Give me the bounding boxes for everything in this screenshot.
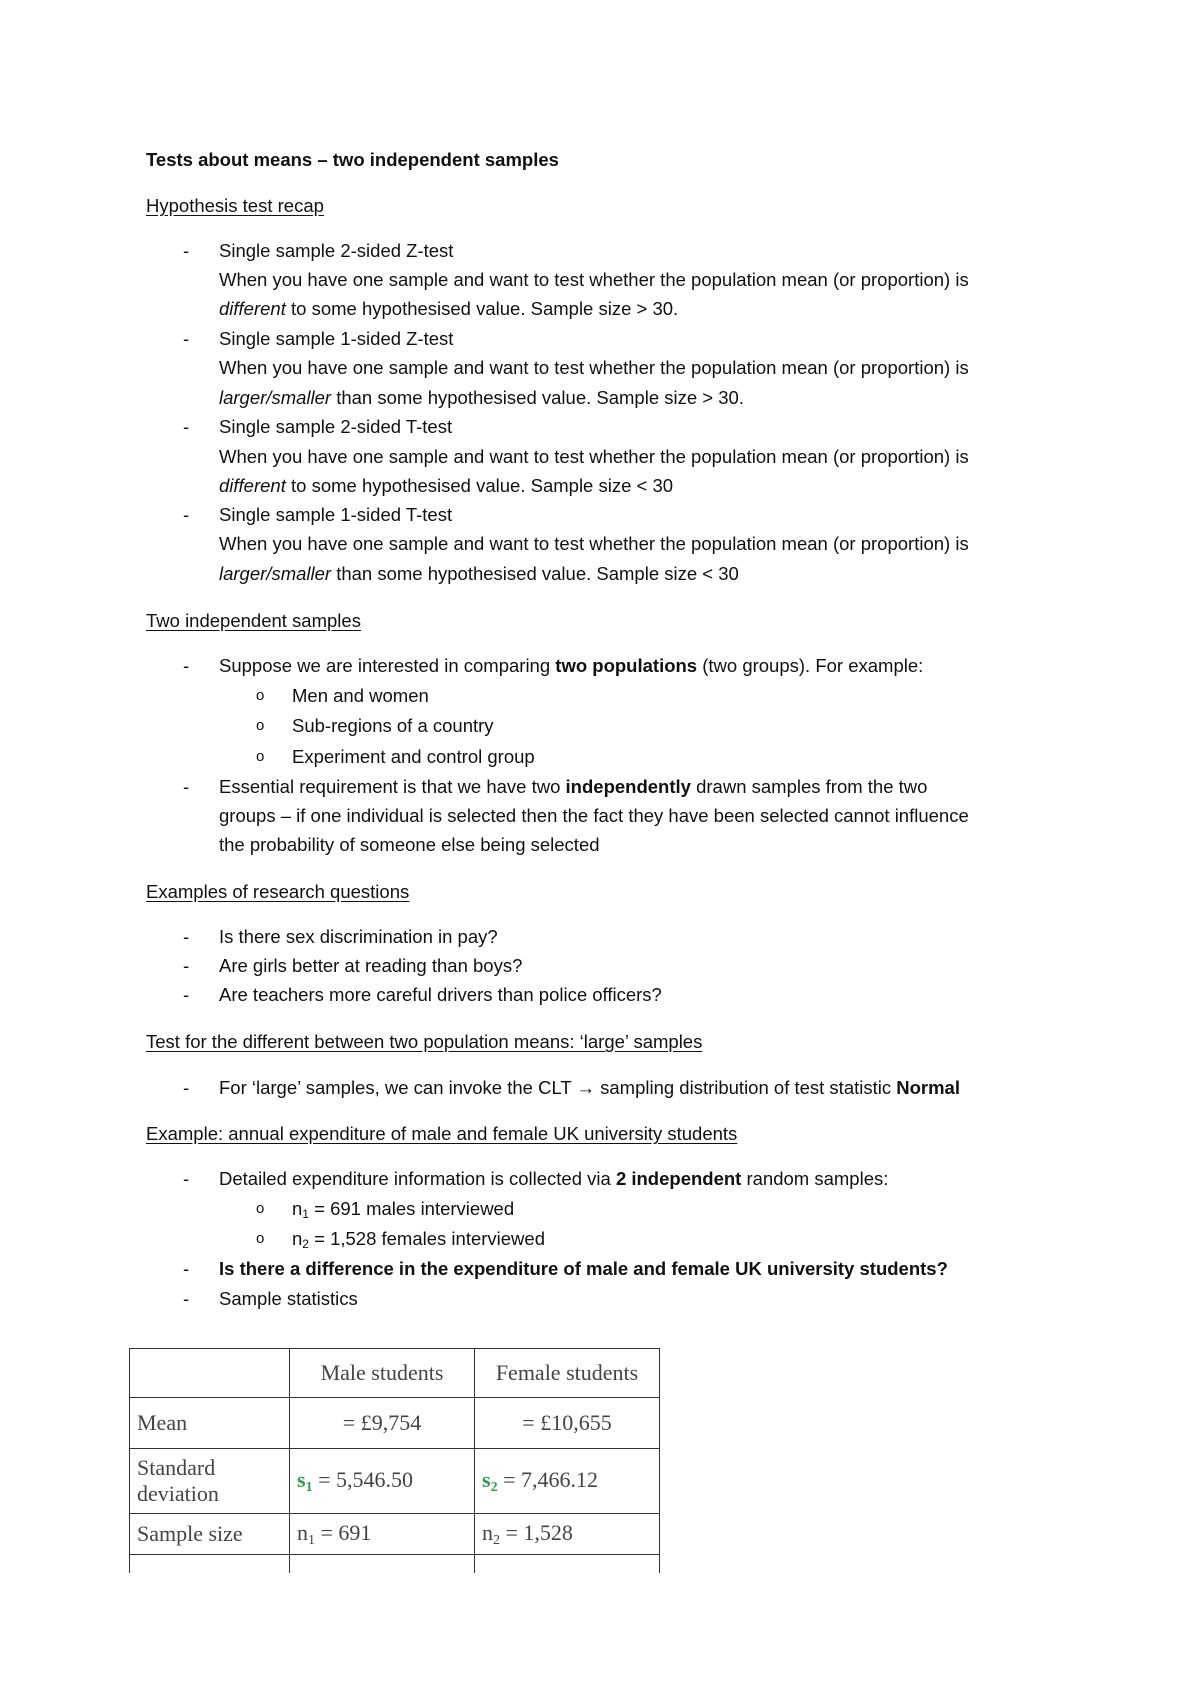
value: = 7,466.12 bbox=[497, 1466, 598, 1492]
sample-size-female bbox=[292, 1227, 545, 1256]
text: to some hypothesised value. Sample size > 30. bbox=[285, 298, 679, 319]
dash-bullet: - bbox=[183, 776, 190, 797]
text: Essential requirement is that we have two bbox=[219, 776, 566, 797]
recap-item-1-name: Single sample 2-sided Z-test bbox=[219, 240, 454, 261]
row-label-size: Sample size bbox=[130, 1514, 290, 1555]
subscript: 2 bbox=[302, 1237, 309, 1251]
mean-male: = £9,754 bbox=[290, 1398, 475, 1449]
subscript: 2 bbox=[490, 1479, 498, 1495]
text: Suppose we are interested in comparing bbox=[219, 655, 556, 676]
row-label-mean: Mean bbox=[130, 1398, 290, 1449]
recap-item-1-desc: When you have one sample and want to test whether the population mean (or proportion) is bbox=[219, 269, 969, 290]
example-heading: Example: annual expenditure of male and female UK university students bbox=[146, 1123, 738, 1144]
research-question-2: Are girls better at reading than boys? bbox=[219, 955, 523, 976]
recap-item-4-desc-cont bbox=[219, 562, 739, 586]
table-cell bbox=[130, 1555, 290, 1574]
circle-bullet: o bbox=[256, 1200, 265, 1217]
dash-bullet: - bbox=[183, 1258, 190, 1279]
dash-bullet: - bbox=[183, 955, 190, 976]
sample-statistics-label: Sample statistics bbox=[219, 1288, 358, 1309]
mean-female: = £10,655 bbox=[475, 1398, 660, 1449]
research-question-3: Are teachers more careful drivers than police officers? bbox=[219, 984, 662, 1005]
subscript: 1 bbox=[308, 1532, 315, 1548]
emphasis: larger/smaller bbox=[219, 563, 332, 584]
table-header-row bbox=[130, 1349, 660, 1398]
clt-statement bbox=[219, 1076, 960, 1100]
sample-statistics-table bbox=[129, 1348, 660, 1573]
text: = 1,528 females interviewed bbox=[308, 1228, 545, 1249]
circle-bullet: o bbox=[256, 687, 265, 704]
recap-item-2-desc-cont bbox=[219, 386, 744, 410]
recap-item-3-name: Single sample 2-sided T-test bbox=[219, 416, 453, 437]
emphasis: different bbox=[219, 298, 286, 319]
dash-bullet: - bbox=[183, 1288, 190, 1309]
text: Detailed expenditure information is collected via bbox=[219, 1168, 616, 1189]
emphasis: different bbox=[219, 475, 286, 496]
row-label-sd-line-1: Standard bbox=[137, 1455, 216, 1480]
subscript: 2 bbox=[493, 1532, 500, 1548]
large-samples-heading: Test for the different between two population means: ‘large’ samples bbox=[146, 1031, 703, 1052]
recap-item-3-desc: When you have one sample and want to test whether the population mean (or proportion) is bbox=[219, 446, 969, 467]
two-samples-intro bbox=[219, 654, 923, 678]
table-row bbox=[130, 1514, 660, 1555]
two-samples-heading: Two independent samples bbox=[146, 610, 361, 631]
dash-bullet: - bbox=[183, 984, 190, 1005]
row-label-sd-line-2: deviation bbox=[137, 1481, 219, 1506]
sd-female bbox=[475, 1449, 660, 1514]
symbol: n bbox=[292, 1198, 303, 1219]
bold-text: Normal bbox=[896, 1077, 960, 1098]
sd-male bbox=[290, 1449, 475, 1514]
requirement-line-2: groups – if one individual is selected then the fact they have been selected cannot influence bbox=[219, 805, 969, 826]
symbol: s bbox=[297, 1466, 306, 1492]
text: For ‘large’ samples, we can invoke the CLT → sampling distribution of test statistic bbox=[219, 1077, 897, 1098]
recap-heading: Hypothesis test recap bbox=[146, 195, 324, 216]
text: than some hypothesised value. Sample size < 30 bbox=[331, 563, 739, 584]
table-cell bbox=[475, 1555, 660, 1574]
circle-bullet: o bbox=[256, 717, 265, 734]
dash-bullet: - bbox=[183, 416, 190, 437]
example-group-1: Men and women bbox=[292, 685, 429, 706]
symbol: n bbox=[297, 1519, 308, 1545]
research-question-1: Is there sex discrimination in pay? bbox=[219, 926, 498, 947]
symbol: s bbox=[482, 1466, 491, 1492]
dash-bullet: - bbox=[183, 504, 190, 525]
recap-item-2-desc: When you have one sample and want to test whether the population mean (or proportion) is bbox=[219, 357, 969, 378]
sample-size-male bbox=[292, 1197, 514, 1226]
text: = 691 males interviewed bbox=[308, 1198, 515, 1219]
value: = 691 bbox=[315, 1519, 372, 1545]
symbol: n bbox=[482, 1519, 493, 1545]
dash-bullet: - bbox=[183, 926, 190, 947]
table-row bbox=[130, 1449, 660, 1514]
size-male bbox=[290, 1514, 475, 1555]
size-female bbox=[475, 1514, 660, 1555]
bold-text: independently bbox=[565, 776, 691, 797]
table-header-female: Female students bbox=[475, 1349, 660, 1398]
document-title: Tests about means – two independent samples bbox=[146, 149, 559, 170]
bold-text: 2 independent bbox=[615, 1168, 742, 1189]
recap-item-4-desc: When you have one sample and want to test whether the population mean (or proportion) is bbox=[219, 533, 969, 554]
recap-item-2-name: Single sample 1-sided Z-test bbox=[219, 328, 454, 349]
research-heading: Examples of research questions bbox=[146, 881, 410, 902]
table-header-blank bbox=[130, 1349, 290, 1398]
symbol: n bbox=[292, 1228, 303, 1249]
table-row bbox=[130, 1398, 660, 1449]
example-group-3: Experiment and control group bbox=[292, 746, 535, 767]
text: (two groups). For example: bbox=[697, 655, 924, 676]
requirement-line-3: the probability of someone else being selected bbox=[219, 834, 600, 855]
data-collection-statement bbox=[219, 1167, 888, 1191]
research-question-main: Is there a difference in the expenditure of male and female UK university students? bbox=[219, 1258, 948, 1279]
dash-bullet: - bbox=[183, 240, 190, 261]
text: random samples: bbox=[741, 1168, 889, 1189]
circle-bullet: o bbox=[256, 748, 265, 765]
recap-item-3-desc-cont bbox=[219, 474, 673, 498]
text: than some hypothesised value. Sample size > 30. bbox=[331, 387, 744, 408]
table-header-male: Male students bbox=[290, 1349, 475, 1398]
subscript: 1 bbox=[302, 1207, 309, 1221]
dash-bullet: - bbox=[183, 1168, 190, 1189]
text: to some hypothesised value. Sample size < 30 bbox=[285, 475, 674, 496]
table-row-cut bbox=[130, 1555, 660, 1574]
bold-text: two populations bbox=[555, 655, 698, 676]
dash-bullet: - bbox=[183, 328, 190, 349]
value: = 5,546.50 bbox=[312, 1466, 413, 1492]
dash-bullet: - bbox=[183, 1077, 190, 1098]
dash-bullet: - bbox=[183, 655, 190, 676]
recap-item-4-name: Single sample 1-sided T-test bbox=[219, 504, 453, 525]
text: drawn samples from the two bbox=[690, 776, 928, 797]
circle-bullet: o bbox=[256, 1230, 265, 1247]
table-cell bbox=[290, 1555, 475, 1574]
requirement-line-1 bbox=[219, 775, 927, 799]
row-label-sd bbox=[130, 1449, 290, 1514]
subscript: 1 bbox=[305, 1479, 313, 1495]
recap-item-1-desc-cont bbox=[219, 297, 678, 321]
emphasis: larger/smaller bbox=[219, 387, 332, 408]
value: = 1,528 bbox=[500, 1519, 573, 1545]
example-group-2: Sub-regions of a country bbox=[292, 715, 494, 736]
